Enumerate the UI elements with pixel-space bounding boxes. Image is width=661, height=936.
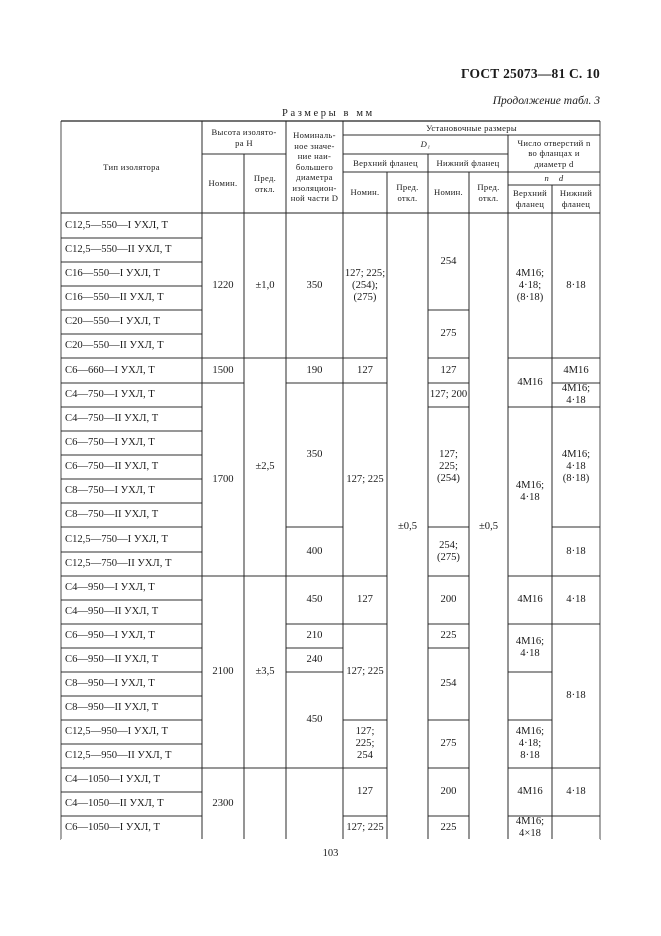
insulator-type-cell: С6—950—II УХЛ, Т <box>65 654 159 665</box>
height-nominal-cell: 2300 <box>212 798 234 809</box>
diameter-cell: 190 <box>306 364 323 376</box>
diameter-cell: 210 <box>306 630 323 641</box>
insulator-type-cell: С4—950—II УХЛ, Т <box>65 606 159 617</box>
upper-flange-nominal-cell: 127; 225; 254 <box>355 726 375 761</box>
insulator-type-cell: С12,5—550—I УХЛ, Т <box>65 219 168 231</box>
header-height: Высота изолято- ра H <box>211 126 277 148</box>
holes-lower-cell: 8·18 <box>566 545 586 557</box>
holes-upper-cell: 4М16; 4·18 <box>515 636 545 659</box>
height-nominal-cell: 1700 <box>212 473 234 485</box>
insulator-type-cell: С4—1050—I УХЛ, Т <box>65 774 161 785</box>
diameter-cell <box>286 768 343 840</box>
insulator-type-cell: С12,5—550—II УХЛ, Т <box>65 244 172 255</box>
lower-flange-nominal-cell: 225 <box>440 822 457 833</box>
lower-flange-nominal-cell: 127; 200 <box>429 389 468 400</box>
holes-lower-cell: 4М16; 4·18 <box>561 383 591 406</box>
header-insulator-type: Тип изолятора <box>103 161 160 172</box>
header-holes: Число отверстий n во фланцах и диаметр d <box>517 137 591 169</box>
header-upper-nominal: Номин. <box>350 187 380 198</box>
holes-upper-cell <box>508 672 552 720</box>
upper-flange-nominal-cell: 127; 225 <box>346 822 384 833</box>
header-nominal-diameter: Номиналь- ное значе- ние наи- большего диаметра изоляцион- ной части D <box>290 129 339 204</box>
upper-flange-tolerance-cell: ±0,5 <box>397 520 418 532</box>
diameter-cell: 240 <box>306 654 323 665</box>
height-tolerance-cell <box>244 768 286 840</box>
document-title: ГОСТ 25073—81 С. 10 <box>461 66 600 81</box>
holes-lower-cell: 8·18 <box>566 690 586 701</box>
insulator-type-cell: С12,5—750—I УХЛ, Т <box>65 533 168 545</box>
height-tolerance-cell: ±1,0 <box>255 279 275 291</box>
lower-flange-tolerance-cell: ±0,5 <box>478 520 499 532</box>
insulator-type-cell: С20—550—I УХЛ, Т <box>65 316 161 327</box>
holes-lower-cell <box>552 816 600 840</box>
header-mounting-dims: Установочные размеры <box>426 122 517 133</box>
page-header <box>0 0 661 119</box>
insulator-type-cell: С4—1050—II УХЛ, Т <box>65 798 164 809</box>
insulator-type-cell: С12,5—950—II УХЛ, Т <box>65 750 172 761</box>
height-nominal-cell: 1500 <box>212 364 234 376</box>
lower-flange-nominal-cell: 127 <box>440 364 457 376</box>
upper-flange-nominal-cell: 127 <box>357 594 373 605</box>
lower-flange-nominal-cell: 225 <box>440 630 457 641</box>
holes-upper-cell: 4М16 <box>517 786 543 797</box>
holes-lower-cell: 8·18 <box>566 279 586 291</box>
header-holes-upper: Верхний фланец <box>512 188 548 209</box>
insulator-type-cell: С6—660—I УХЛ, Т <box>65 364 155 376</box>
diameter-cell: 350 <box>306 449 323 460</box>
header-height-nominal: Номин. <box>208 178 238 189</box>
insulator-type-cell: С6—750—II УХЛ, Т <box>65 461 159 472</box>
insulator-type-cell: С20—550—II УХЛ, Т <box>65 340 164 351</box>
lower-flange-nominal-cell: 127; 225; (254) <box>437 449 460 484</box>
diameter-cell: 450 <box>306 714 323 725</box>
insulator-type-cell: С6—1050—I УХЛ, Т <box>65 822 161 833</box>
holes-upper-cell: 4М16; 4×18 <box>515 816 545 839</box>
height-nominal-cell: 2100 <box>212 666 234 677</box>
holes-upper-cell: 4М16; 4·18; (8·18) <box>515 267 545 303</box>
header-d1: D₁ <box>420 139 431 150</box>
holes-lower-cell: 4М16; 4·18 (8·18) <box>561 449 591 484</box>
lower-flange-nominal-cell: 200 <box>440 786 457 797</box>
header-lower-tolerance: Пред. откл. <box>477 181 500 203</box>
lower-flange-nominal-cell: 254 <box>440 255 457 267</box>
lower-flange-nominal-cell: 200 <box>440 594 457 605</box>
insulator-type-cell: С12,5—950—I УХЛ, Т <box>65 726 168 737</box>
upper-flange-nominal-cell: 127; 225; (254); (275) <box>344 267 386 303</box>
insulator-type-cell: С8—950—I УХЛ, Т <box>65 678 155 689</box>
holes-lower-cell: 4·18 <box>566 786 586 797</box>
upper-flange-nominal-cell: 127 <box>357 786 373 797</box>
insulator-type-cell: С16—550—I УХЛ, Т <box>65 268 161 279</box>
insulator-type-cell: С4—750—I УХЛ, Т <box>65 389 155 400</box>
insulator-type-cell: С4—750—II УХЛ, Т <box>65 413 159 424</box>
header-upper-flange: Верхний фланец <box>353 157 418 168</box>
header-height-tolerance: Пред. откл. <box>253 172 277 194</box>
header-holes-lower: Нижний фланец <box>559 188 593 209</box>
holes-lower-cell: 4·18 <box>566 594 586 605</box>
height-tolerance-cell: ±2,5 <box>255 461 275 472</box>
diameter-cell: 450 <box>306 594 323 605</box>
header-n-d: n d <box>544 173 564 184</box>
holes-upper-cell: 4М16; 4·18 <box>515 479 545 503</box>
insulator-type-cell: С4—950—I УХЛ, Т <box>65 582 155 593</box>
upper-flange-nominal-cell: 127; 225 <box>346 666 384 677</box>
lower-flange-nominal-cell: 254 <box>440 678 457 689</box>
holes-upper-cell: 4М16 <box>517 594 543 605</box>
header-lower-flange: Нижний фланец <box>436 157 500 168</box>
insulator-type-cell: С16—550—II УХЛ, Т <box>65 292 164 303</box>
holes-upper-cell: 4М16; 4·18; 8·18 <box>515 726 545 761</box>
diameter-cell: 400 <box>306 545 323 557</box>
header-lower-nominal: Номин. <box>434 187 463 198</box>
holes-upper-cell: 4М16 <box>517 376 543 388</box>
insulator-type-cell: С6—950—I УХЛ, Т <box>65 630 155 641</box>
diameter-cell: 350 <box>306 279 323 291</box>
lower-flange-nominal-cell: 275 <box>440 738 457 749</box>
insulator-type-cell: С8—750—II УХЛ, Т <box>65 509 159 520</box>
holes-lower-cell: 4М16 <box>563 364 589 376</box>
insulator-type-cell: С8—750—I УХЛ, Т <box>65 485 155 496</box>
insulator-type-cell: С6—750—I УХЛ, Т <box>65 437 155 448</box>
height-tolerance-cell: ±3,5 <box>255 666 275 677</box>
lower-flange-nominal-cell: 254; (275) <box>437 539 460 563</box>
upper-flange-nominal-cell: 127; 225 <box>346 473 384 485</box>
table-continuation-label: Продолжение табл. 3 <box>492 95 600 107</box>
insulator-type-cell: С8—950—II УХЛ, Т <box>65 702 159 713</box>
header-upper-tolerance: Пред. откл. <box>396 181 419 203</box>
height-nominal-cell: 1220 <box>212 279 234 291</box>
page-number: 103 <box>322 848 339 859</box>
upper-flange-nominal-cell: 127 <box>357 364 373 376</box>
dimensions-caption: Размеры в мм <box>282 108 375 119</box>
insulator-type-cell: С12,5—750—II УХЛ, Т <box>65 558 172 569</box>
lower-flange-nominal-cell: 275 <box>440 328 457 339</box>
